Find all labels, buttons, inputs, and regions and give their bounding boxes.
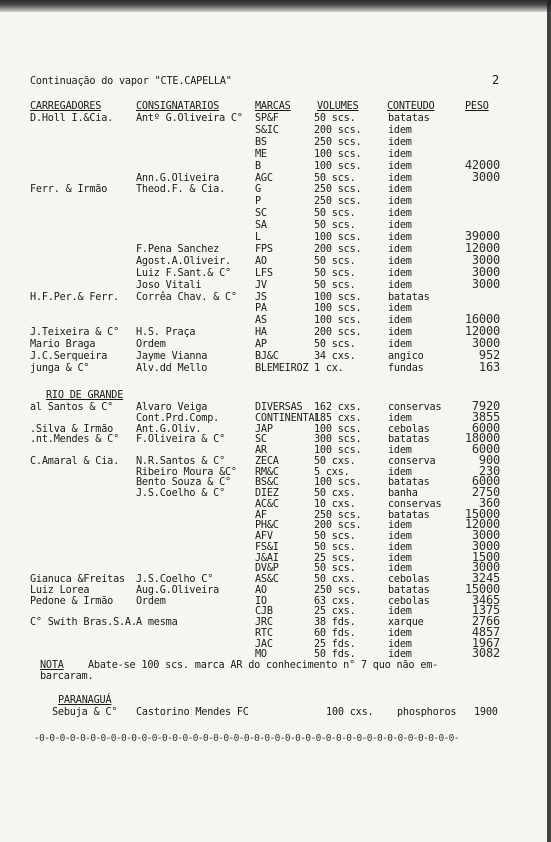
cell-peso: 7920 [471,399,500,413]
cell-marca: RM&C [255,466,279,478]
cell-marca: CONTINENTAL [255,412,321,424]
cell-consignatario: Agost.A.Oliveir. [136,255,231,267]
cell-peso: 3855 [471,409,500,424]
cell-peso: 230 [478,463,500,478]
cell-marca: JV [255,279,267,291]
cell-marca: DIVERSAS [255,402,303,413]
cell-carregador: J.Teixeira & C° [30,327,120,339]
cell-volumes: 50 scs. [314,267,356,279]
cell-marca: SP&F [255,113,279,124]
cell-peso: 3000 [471,336,500,351]
cell-volumes: 100 scs. [314,148,362,160]
cell-peso: 2750 [471,485,500,499]
cell-peso: 12000 [464,324,500,339]
cell-peso: 163 [478,359,500,374]
cell-consignatario: Ant.G.Oliv. [136,423,202,435]
cell-peso: 3000 [471,560,500,575]
cell-volumes: 1 cx. [314,362,344,374]
cell-carregador: D.Holl I.&Cia. [30,113,114,124]
cell-carregador: Pedone & Irmão [30,595,114,607]
col-header-conteudo: CONTEUDO [387,101,435,112]
cell-conteudo: fundas [388,362,424,374]
cell-consignatario: Alv.dd Mello [136,362,208,374]
cell-marca: PH&C [255,520,279,532]
cell-conteudo: idem [388,148,412,160]
cell-marca: ZECA [255,455,279,467]
cell-volumes: 100 scs. [314,445,362,456]
cell-marca: HA [255,327,267,339]
cell-carregador: junga & C° [30,362,90,374]
cell-volumes: 250 scs. [314,184,362,196]
cell-carregador: J.C.Serqueira [30,351,108,362]
cell-conteudo: idem [388,172,412,184]
cell-carregador: .Silva & Irmão [30,423,114,435]
cell-marca: J&AI [255,552,279,564]
cell-volumes: 25 cxs. [314,606,356,618]
col-header-carregadores: CARREGADORES [30,101,102,112]
cell-consignatario: Joso Vitali [136,279,202,291]
cell-marca: MO [255,649,267,661]
cell-consignatario: F.Pena Sanchez [136,243,220,255]
cell-volumes: 50 scs. [314,541,356,553]
cell-marca: AP [255,339,267,351]
cell-marca: BJ&C [255,351,279,362]
cell-conteudo: banha [388,488,418,499]
cell-conteudo: idem [388,531,412,542]
footer-separator: -0-0-0-0-0-0-0-0-0-0-0-0-0-0-0-0-0-0-0-0-0-0-0-0-0-0-0-0-0-0-0-0-0-0-0-0-0-0-0-0-0- [34,733,459,744]
cell-carregador: Ferr. & Irmão [30,184,108,196]
cell-conteudo: idem [388,563,412,575]
cell-marca: AS [255,315,267,327]
cell-conteudo: idem [388,466,412,478]
cell-volumes: 60 fds. [314,627,356,639]
cell-consignatario: Jayme Vianna [136,351,208,362]
nota-label: NOTA [40,660,64,671]
cell-volumes: 50 scs. [314,531,356,542]
cell-volumes: 34 cxs. [314,351,356,362]
cell-volumes: 50 fds. [314,649,356,661]
cell-conteudo: xarque [388,617,424,628]
cell-consignatario: Theod.F. & Cia. [136,184,226,196]
cell-conteudo: idem [388,520,412,532]
cell-peso: 3000 [471,538,500,553]
cell-peso: 1500 [471,549,500,564]
cell-conteudo: idem [388,232,412,243]
cell-marca: G [255,184,261,196]
cell-marca: AR [255,445,267,456]
cell-volumes: 200 scs. [314,520,362,532]
cell-volumes: 50 cxs. [314,455,356,467]
cell-volumes: 50 scs. [314,208,356,220]
scan-right-edge [547,0,551,842]
cell-marca: RTC [255,627,273,639]
cell-conteudo: batatas [388,584,430,596]
cell-marca: P [255,196,261,208]
cell-conteudo: idem [388,627,412,639]
cell-marca: SA [255,220,267,232]
cell-marca: JAC [255,638,273,650]
cell-volumes: 50 cxs. [314,574,356,585]
cell-marca: JAP [255,423,273,435]
cell-peso: 12000 [464,240,500,255]
cell-volumes: 162 cxs. [314,402,362,413]
cell-volumes: 185 cxs. [314,412,362,424]
nota-text-line1: Abate-se 100 scs. marca AR do conhecimento n° 7 quo não em- [88,660,439,671]
cell-conteudo: idem [388,606,412,618]
page-number: 2 [492,73,500,87]
cell-peso: 3245 [471,571,500,585]
cell-peso: 3000 [471,276,500,291]
cell-volumes: 50 scs. [314,172,356,184]
cell-carregador: Gianuca &Freitas [30,574,125,585]
cell-carregador: al Santos & C° [30,402,114,413]
cell-peso: 6000 [471,474,500,489]
cell-consignatario: Cont.Prd.Comp. [136,412,220,424]
cell-conteudo: batatas [388,113,430,124]
cell-peso: 12000 [464,517,500,532]
cell-conteudo: idem [388,208,412,220]
cell-marca: CJB [255,606,273,618]
cell-peso: 15000 [464,581,500,596]
cell-conteudo: idem [388,552,412,564]
cell-conteudo: idem [388,327,412,339]
cell-carregador: H.F.Per.& Ferr. [30,291,120,303]
cell-conteudo: idem [388,412,412,424]
cell-marca: FS&I [255,541,279,553]
section-rio-grande: RIO DE GRANDE [46,390,124,401]
cell-volumes: 100 scs. [314,160,362,172]
cell-volumes: 25 scs. [314,552,356,564]
cell-conteudo: cebolas [388,595,430,607]
cell-volumes: 250 scs. [314,584,362,596]
cell-conteudo: idem [388,124,412,136]
cell-conteudo: idem [388,220,412,232]
cell-marca: SC [255,434,267,446]
cell-marca: JS [255,291,267,303]
col-header-marcas: MARCAS [255,101,291,112]
cell-marca: AF [255,509,267,521]
cell-conteudo: idem [388,184,412,196]
cell-conteudo: idem [388,303,412,315]
cell-marca: SC [255,208,267,220]
cell-peso: 4857 [471,624,500,639]
cell-volumes: 300 scs. [314,434,362,446]
cell-consignatario: Ribeiro Moura &C° [136,466,237,478]
cell-peso: 18000 [464,431,500,446]
cell-conteudo: conservas [388,498,442,510]
col-header-volumes: VOLUMES [317,101,359,112]
cell-marca: L [255,232,261,243]
cell-peso: 42000 [464,157,500,172]
cell-conteudo: conservas [388,402,442,413]
cell-marca: AFV [255,531,273,542]
cell-marca: AO [255,584,267,596]
cell-volumes: 50 scs. [314,255,356,267]
cell-conteudo: cebolas [388,423,430,435]
cell-consignatario: J.S.Coelho & C° [136,488,226,499]
cell-conteudo: batatas [388,509,430,521]
page-title: Continuação do vapor "CTE.CAPELLA" [30,76,232,87]
cell-volumes: 5 cxs. [314,466,350,478]
cell-marca: IO [255,595,267,607]
cell-peso: 1967 [471,635,500,650]
cell-conteudo: idem [388,136,412,148]
cell-volumes: 100 scs. [314,291,362,303]
cell-consignatario: F.Oliveira & C° [136,434,226,446]
cell-volumes: 250 scs. [314,136,362,148]
section-paranagua: PARANAGUÁ [58,695,112,706]
cell-conteudo: idem [388,160,412,172]
cell-peso: 2766 [471,614,500,628]
cell-consignatario: Ann.G.Oliveira [136,172,220,184]
cell-peso: 6000 [471,420,500,435]
cell-conteudo: idem [388,339,412,351]
cell-consignatario: Corrêa Chav. & C° [136,291,237,303]
cell-marca: B [255,160,261,172]
cell-volumes: 100 scs. [314,423,362,435]
cell-marca: PA [255,303,267,315]
cell-conteudo: idem [388,196,412,208]
cell-peso: 15000 [464,506,500,521]
scan-top-edge [0,0,551,12]
cell-marca: AO [255,255,267,267]
cell-peso: 3465 [471,592,500,607]
cell-volumes: 10 cxs. [314,498,356,510]
cell-peso: 3082 [471,646,500,661]
cell-volumes: 38 fds. [314,617,356,628]
cell-peso: 1375 [471,603,500,618]
cell-marca: LFS [255,267,273,279]
cell-volumes: 200 scs. [314,243,362,255]
col-header-consignatarios: CONSIGNATARIOS [136,101,220,112]
cell-peso: 360 [478,495,500,510]
cell-conteudo: idem [388,649,412,661]
cell-conteudo: batatas [388,291,430,303]
cell-peso: 3000 [471,264,500,279]
cell-volumes: 250 scs. [314,509,362,521]
cell-consignatario: Ordem [136,595,166,607]
cell-consignatario: A mesma [136,617,178,628]
cell-conteudo: idem [388,279,412,291]
cell-carregador: C° Swith Bras.S.A. [30,617,137,628]
cell-consignatario: Alvaro Veiga [136,402,208,413]
cell-conteudo: idem [388,255,412,267]
cell-marca: S&IC [255,124,279,136]
cell-consignatario: Bento Souza & C° [136,477,231,489]
cell-consignatario: Antº G.Oliveira C° [136,113,243,124]
paranagua-carregador: Sebuja & C° [52,707,118,718]
cell-volumes: 50 cxs. [314,488,356,499]
cell-marca: AGC [255,172,273,184]
cell-marca: ME [255,148,267,160]
col-header-peso: PESO [465,101,489,112]
cell-volumes: 50 scs. [314,279,356,291]
cell-conteudo: idem [388,315,412,327]
cell-conteudo: conserva [388,455,436,467]
cell-marca: JRC [255,617,273,628]
cell-volumes: 63 cxs. [314,595,356,607]
cell-carregador: C.Amaral & Cia. [30,455,120,467]
cell-conteudo: idem [388,243,412,255]
paranagua-consignatario: Castorino Mendes FC [136,707,249,718]
cell-conteudo: idem [388,445,412,456]
cell-peso: 952 [478,348,500,362]
cell-conteudo: cebolas [388,574,430,585]
cell-peso: 900 [478,452,500,467]
cell-volumes: 200 scs. [314,124,362,136]
cell-volumes: 50 scs. [314,113,356,124]
cell-volumes: 25 fds. [314,638,356,650]
cell-marca: FPS [255,243,273,255]
cell-volumes: 250 scs. [314,196,362,208]
cell-peso: 3000 [471,528,500,542]
cell-carregador: Mario Braga [30,339,96,351]
cell-consignatario: N.R.Santos & C° [136,455,226,467]
cell-carregador: Luiz Lorea [30,584,90,596]
paranagua-conteudo: phosphoros [397,707,457,718]
cell-peso: 3000 [471,169,500,184]
cell-volumes: 200 scs. [314,327,362,339]
nota-text-line2: barcaram. [40,671,94,682]
cell-consignatario: J.S.Coelho C° [136,574,214,585]
cell-consignatario: Aug.G.Oliveira [136,584,220,596]
cell-marca: DV&P [255,563,279,575]
cell-peso: 3000 [471,252,500,267]
cell-carregador: .nt.Mendes & C° [30,434,120,446]
cell-consignatario: H.S. Praça [136,327,196,339]
cell-volumes: 50 scs. [314,339,356,351]
cell-marca: BLEMEIROZ [255,362,309,374]
cell-peso: 39000 [464,229,500,243]
cell-volumes: 100 scs. [314,315,362,327]
cell-volumes: 100 scs. [314,477,362,489]
cell-marca: DIEZ [255,488,279,499]
cell-conteudo: idem [388,541,412,553]
cell-conteudo: batatas [388,434,430,446]
cell-marca: BS&C [255,477,279,489]
paranagua-peso: 1900 [474,707,498,718]
cell-volumes: 50 scs. [314,563,356,575]
cell-volumes: 50 scs. [314,220,356,232]
cell-volumes: 100 scs. [314,232,362,243]
cell-marca: AS&C [255,574,279,585]
cell-conteudo: idem [388,638,412,650]
cell-peso: 16000 [464,312,500,327]
cell-consignatario: Ordem [136,339,166,351]
cell-consignatario: Luiz F.Sant.& C° [136,267,231,279]
cell-peso: 6000 [471,442,500,456]
cell-marca: AC&C [255,498,279,510]
cell-volumes: 100 scs. [314,303,362,315]
cell-conteudo: idem [388,267,412,279]
paranagua-volumes: 100 cxs. [326,707,374,718]
cell-conteudo: angico [388,351,424,362]
cell-conteudo: batatas [388,477,430,489]
cell-marca: BS [255,136,267,148]
